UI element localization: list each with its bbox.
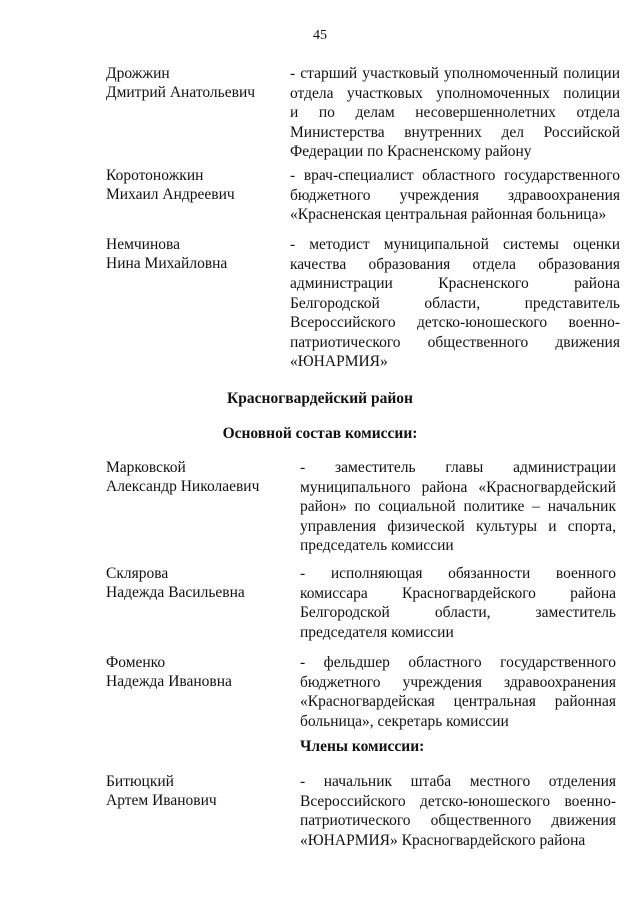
surname: Склярова [106, 565, 169, 582]
person-name [106, 564, 286, 602]
role-description [290, 166, 620, 225]
role-line: - старший участковый уполномоченный полиции [290, 65, 620, 82]
given-name: Надежда Васильевна [106, 584, 245, 601]
role-line: председателя комиссии [300, 623, 454, 641]
surname: Фоменко [106, 654, 166, 671]
section-title: Красногвардейский район [227, 390, 413, 407]
given-name: Нина Михайловна [106, 255, 228, 272]
person-name [106, 235, 286, 273]
given-name: Александр Николаевич [106, 478, 260, 495]
role-description [300, 653, 616, 731]
role-line: администрации Красненского района [290, 275, 620, 292]
surname: Марковской [106, 459, 186, 476]
role-line: «ЮНАРМИЯ» [290, 353, 388, 370]
role-line: Белгородской области, заместитель [300, 604, 616, 621]
role-line: - начальник штаба местного отделения [300, 773, 616, 790]
page-number: 45 [313, 28, 327, 43]
role-description [290, 64, 620, 162]
given-name: Артем Иванович [106, 792, 217, 809]
role-line: председатель комиссии [300, 537, 454, 554]
role-line: - врач-специалист областного государственного [290, 167, 620, 184]
surname: Битюцкий [106, 773, 174, 790]
role-line: больница», секретарь комиссии [300, 712, 509, 730]
role-line: - фельдшер областного государственного [300, 654, 616, 671]
role-line: - заместитель главы администрации [300, 459, 616, 476]
surname: Коротоножкин [106, 167, 204, 184]
role-line: бюджетного учреждения здравоохранения [300, 673, 616, 691]
role-description [290, 235, 620, 372]
main-composition-title: Основной состав комиссии: [222, 425, 418, 442]
role-line: качества образования отдела образования [290, 255, 620, 273]
role-line: комиссара Красногвардейского района [300, 584, 616, 602]
role-line: патриотического общественного движения [300, 812, 616, 829]
person-name [106, 772, 286, 810]
surname: Дрожжин [106, 65, 170, 82]
surname: Немчинова [106, 236, 181, 253]
role-line: «Красногвардейская центральная районная [300, 693, 616, 710]
role-line: Белгородской области, представитель [290, 294, 620, 312]
role-line: Всероссийского детско-юношеского военно- [290, 314, 620, 331]
person-name [106, 166, 286, 204]
role-line: патриотического общественного движения [290, 333, 620, 351]
role-line: - исполняющая обязанности военного [300, 565, 616, 582]
role-description [300, 458, 616, 556]
role-description [300, 564, 616, 642]
person-name [106, 653, 286, 691]
role-line: бюджетного учреждения здравоохранения [290, 186, 620, 204]
person-name [106, 458, 286, 496]
role-line: и по делам несовершеннолетних отдела [290, 104, 620, 121]
role-line: - методист муниципальной системы оценки [290, 236, 620, 253]
role-description [300, 772, 616, 850]
person-name [106, 64, 286, 102]
role-line: Федерации по Красненскому району [290, 143, 532, 160]
role-line: муниципального района «Красногвардейский [300, 478, 616, 496]
role-line: «Красненская центральная районная больница» [290, 206, 607, 223]
role-line: район» по социальной политике – начальник [300, 498, 616, 515]
role-line: отдела участковых уполномоченных полиции [290, 84, 620, 102]
role-line: «ЮНАРМИЯ» Красногвардейского района [300, 831, 586, 849]
given-name: Дмитрий Анатольевич [106, 84, 256, 101]
role-line: Министерства внутренних дел Российской [290, 123, 620, 141]
given-name: Надежда Ивановна [106, 673, 232, 690]
members-title: Члены комиссии: [300, 738, 425, 755]
role-line: Всероссийского детско-юношеского военно- [300, 792, 616, 810]
given-name: Михаил Андреевич [106, 186, 235, 203]
role-line: управления физической культуры и спорта, [300, 517, 616, 535]
